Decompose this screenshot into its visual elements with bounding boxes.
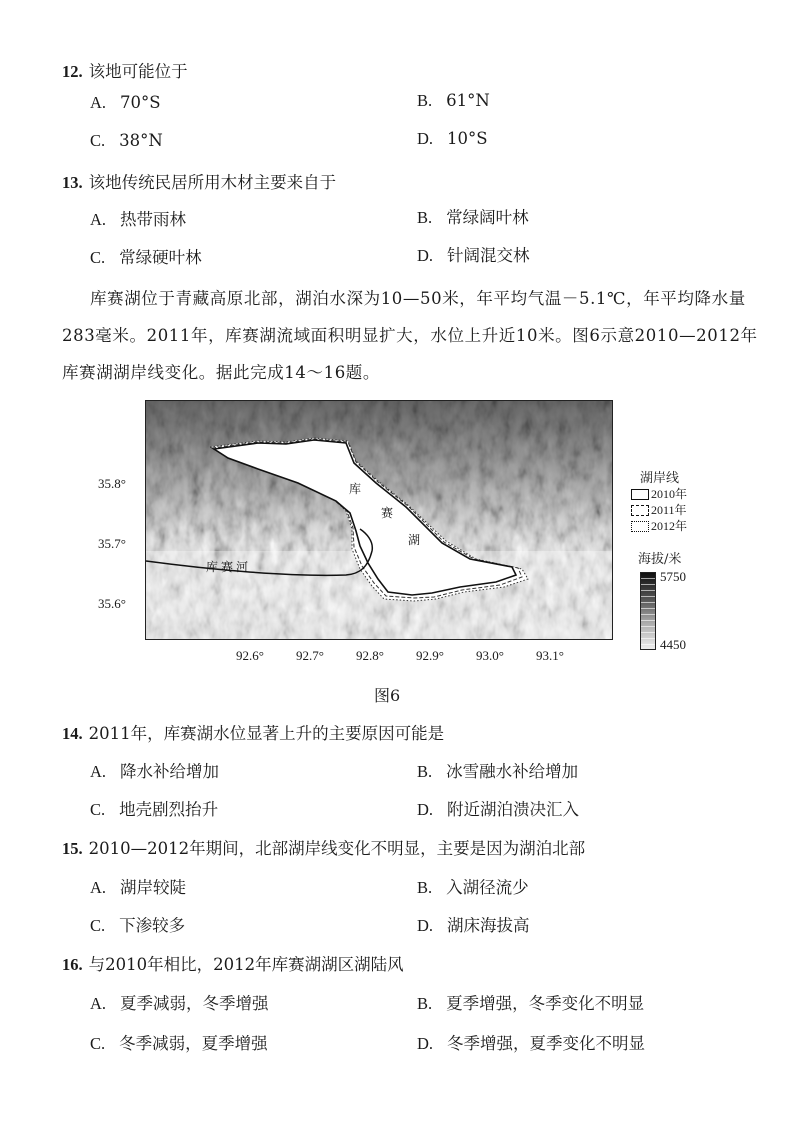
q15-option-b[interactable]: B. 入湖径流少	[417, 878, 529, 897]
question-14-stem: 14. 2011年，库赛湖水位显著上升的主要原因可能是	[62, 724, 445, 743]
question-15-stem: 15. 2010—2012年期间，北部湖岸线变化不明显，主要是因为湖泊北部	[62, 839, 586, 858]
q13-option-c[interactable]: C. 常绿硬叶林	[90, 248, 202, 267]
lat-label-35-8: 35.8°	[98, 476, 126, 491]
legend-item-2010: 2010年	[651, 487, 688, 501]
question-16-stem: 16. 与2010年相比，2012年库赛湖湖区湖陆风	[62, 955, 404, 974]
lat-label-35-7: 35.7°	[98, 536, 126, 551]
question-12-stem: 12. 该地可能位于	[62, 62, 188, 81]
legend-swatch-2010	[631, 489, 649, 500]
figure-caption: 图6	[374, 686, 401, 705]
q12-option-a[interactable]: A. 70°S	[90, 93, 161, 112]
lon-label-93-1: 93.1°	[536, 648, 564, 663]
lon-label-92-8: 92.8°	[356, 648, 384, 663]
lon-label-93-0: 93.0°	[476, 648, 504, 663]
q16-option-d[interactable]: D. 冬季增强，夏季变化不明显	[417, 1034, 646, 1053]
legend-swatch-2012	[631, 521, 649, 532]
q13-option-a[interactable]: A. 热带雨林	[90, 210, 187, 229]
q12-option-d[interactable]: D. 10°S	[417, 129, 488, 148]
q15-option-c[interactable]: C. 下渗较多	[90, 916, 186, 935]
passage-line-2: 283毫米。2011年，库赛湖流域面积明显扩大，水位上升近10米。图6示意2010—2012年	[62, 326, 758, 345]
q14-option-c[interactable]: C. 地壳剧烈抬升	[90, 800, 219, 819]
q16-option-b[interactable]: B. 夏季增强，冬季变化不明显	[417, 994, 645, 1013]
q16-option-a[interactable]: A. 夏季减弱，冬季增强	[90, 994, 269, 1013]
elevation-legend-title: 海拔/米	[638, 552, 682, 567]
elevation-min: 4450	[660, 637, 686, 652]
q13-option-b[interactable]: B. 常绿阔叶林	[417, 208, 529, 227]
kusai-lake-map	[145, 400, 613, 640]
lon-label-92-7: 92.7°	[296, 648, 324, 663]
passage-line-1: 库赛湖位于青藏高原北部，湖泊水深为10—50米，年平均气温－5.1℃，年平均降水量	[90, 289, 746, 308]
q14-option-d[interactable]: D. 附近湖泊溃决汇入	[417, 800, 580, 819]
question-13-stem: 13. 该地传统民居所用木材主要来自于	[62, 173, 337, 192]
legend-item-2011: 2011年	[651, 503, 687, 517]
legend-item-2012: 2012年	[651, 519, 688, 533]
q12-option-c[interactable]: C. 38°N	[90, 131, 163, 150]
lake-label-1: 库	[349, 482, 362, 496]
map-canvas	[146, 401, 612, 639]
elevation-max: 5750	[660, 569, 686, 584]
elevation-scale-bar	[640, 572, 656, 650]
q13-option-d[interactable]: D. 针阔混交林	[417, 246, 530, 265]
q12-option-b[interactable]: B. 61°N	[417, 91, 490, 110]
lon-label-92-9: 92.9°	[416, 648, 444, 663]
passage-line-3: 库赛湖湖岸线变化。据此完成14～16题。	[62, 363, 380, 382]
lake-label-3: 湖	[408, 533, 421, 547]
q15-option-a[interactable]: A. 湖岸较陡	[90, 878, 187, 897]
lat-label-35-6: 35.6°	[98, 596, 126, 611]
q14-option-a[interactable]: A. 降水补给增加	[90, 762, 220, 781]
lon-label-92-6: 92.6°	[236, 648, 264, 663]
q16-option-c[interactable]: C. 冬季减弱，夏季增强	[90, 1034, 268, 1053]
river-label: 库赛河	[206, 560, 252, 574]
legend-title: 湖岸线	[640, 471, 680, 486]
q15-option-d[interactable]: D. 湖床海拔高	[417, 916, 530, 935]
legend-swatch-2011	[631, 505, 649, 516]
lake-label-2: 赛	[381, 506, 394, 520]
q14-option-b[interactable]: B. 冰雪融水补给增加	[417, 762, 579, 781]
